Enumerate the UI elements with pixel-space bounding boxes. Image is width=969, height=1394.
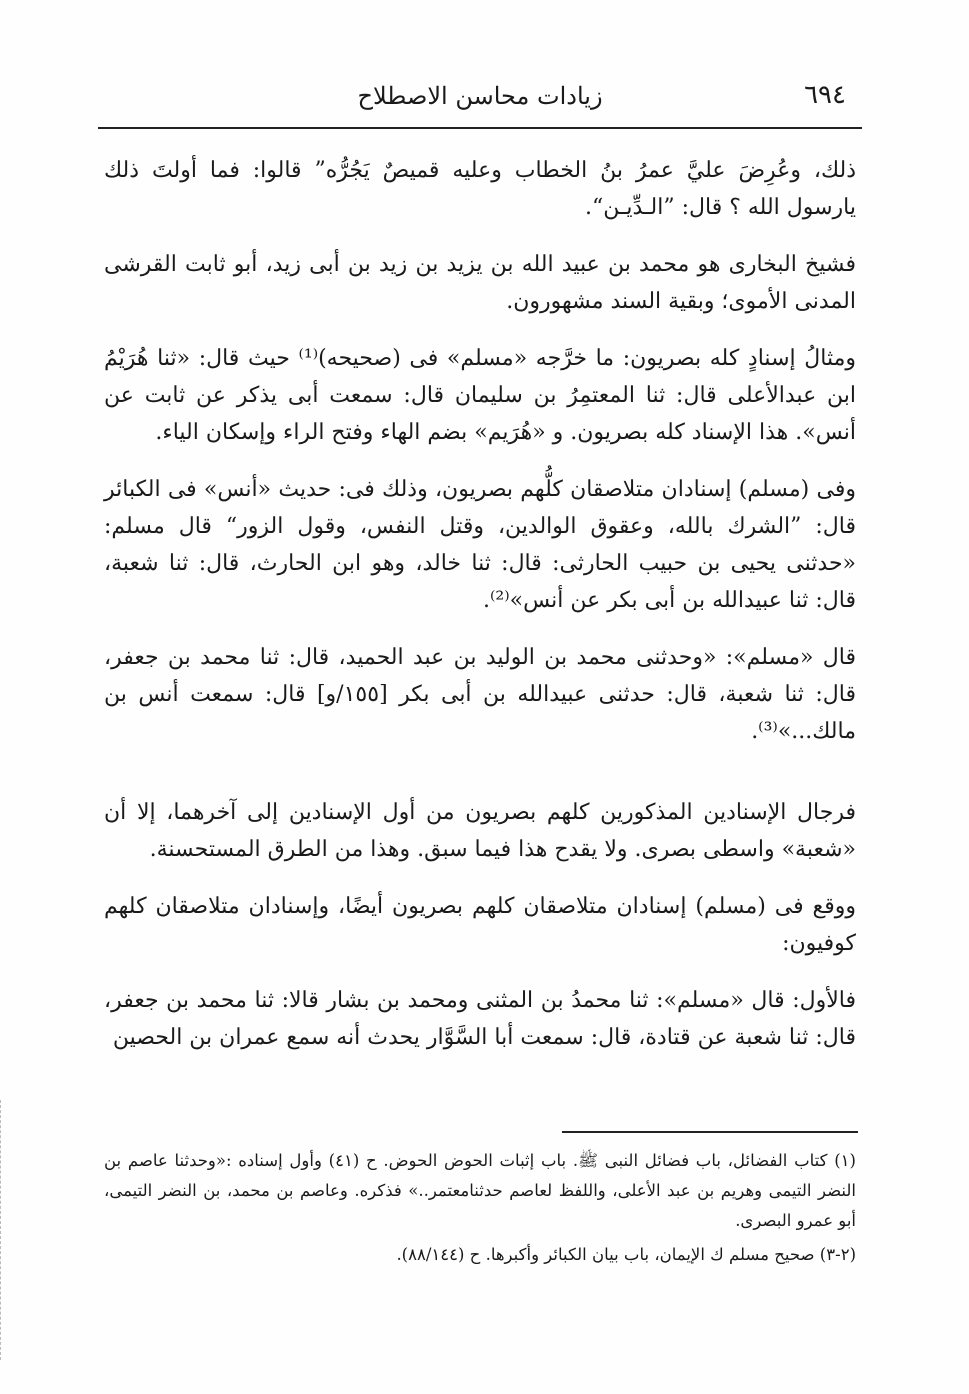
paragraph: قال «مسلم»: «وحدثنى محمد بن الوليد بن عبد الحميد، قال: ثنا محمد بن جعفر، قال: ثنا شعبة، قال: حدثنى عبيدالله بن أبى بكر [١٥٥/و] قال: سمعت أنس بن مالك...»⁽³⁾.: [104, 645, 857, 744]
running-title: زيادات محاسن الاصطلاح: [357, 82, 603, 110]
main-text: [104, 152, 856, 1076]
page-number: ٦٩٤: [804, 80, 846, 110]
paragraph: فرجال الإسنادين المذكورين كلهم بصريون من أول الإسنادين إلى آخرهما، إلا أن «شعبة» واسطى بصرى. ولا يقدح هذا فيما سبق. وهذا من الطرق المستحسنة.: [104, 800, 856, 862]
paragraph: وفى (مسلم) إسنادان متلاصقان كلُّهم بصريون، وذلك فى: حديث «أنس» فى الكبائر قال: ”الشرك بالله، وعقوق الوالدين، وقتل النفس، وقول الزور“ قال مسلم: «حدثنى يحيى بن حبيب الحارثى: قال: ثنا خالد، وهو ابن الحارث، قال: ثنا شعبة، قال: ثنا عبيدالله بن أبى بكر عن أنس»⁽²⁾.: [104, 477, 856, 613]
paragraph: ذلك، وعُرِضَ عليَّ عمرُ بنُ الخطاب وعليه قميصٌ يَجُرُّه” قالوا: فما أولتَ ذلك يارسول الله ؟ قال: ”الـدِّيـن“.: [104, 158, 856, 220]
paragraph: فشيخ البخارى هو محمد بن عبيد الله بن يزيد بن زيد بن أبى زيد، أبو ثابت القرشى المدنى الأموى؛ وبقية السند مشهورون.: [104, 252, 856, 314]
paragraph: ووقع فى (مسلم) إسنادان متلاصقان كلهم بصريون أيضًا، وإسنادان متلاصقان كلهم كوفيون:: [104, 894, 856, 956]
footnote: (٢-٣) صحيح مسلم ك الإيمان، باب بيان الكبائر وأكبرها. ح (٨٨/١٤٤).: [396, 1245, 856, 1264]
header-divider: [98, 127, 862, 129]
page-header: [100, 70, 860, 120]
footnote-divider: [562, 1131, 858, 1133]
footnote: (١) كتاب الفضائل، باب فضائل النبى ﷺ. باب إثبات الحوض الحوض. ح (٤١) وأول إسناده :«وحدثنا عاصم بن النضر التيمى وهريم بن عبد الأعلى، واللفظ لعاصم حدثنامعتمر..» فذكره. وعاصم بن محمد، بن النضر التيمى، أبو عمرو البصرى.: [104, 1151, 856, 1230]
paragraph: ومثالُ إسنادٍ كله بصريون: ما خرَّجه «مسلم» فى (صحيحه)⁽¹⁾ حيث قال: «ثنا هُرَيْمُ ابن عبدالأعلى قال: ثنا المعتمِرُ بن سليمان قال: سمعت أبى يذكر عن ثابت عن أنس». هذا الإسناد كله بصريون. و «هُرَيم» بضم الهاء وفتح الراء وإسكان الياء.: [104, 346, 857, 445]
scan-edge-marks: [0, 1100, 5, 1360]
paragraph: فالأول: قال «مسلم»: ثنا محمدُ بن المثنى ومحمد بن بشار قالا: ثنا محمد بن جعفر، قال: ثنا شعبة عن قتادة، قال: سمعت أبا السَّوَّار يحدث أنه سمع عمران بن الحصين: [104, 988, 856, 1050]
footnotes: [104, 1146, 856, 1274]
